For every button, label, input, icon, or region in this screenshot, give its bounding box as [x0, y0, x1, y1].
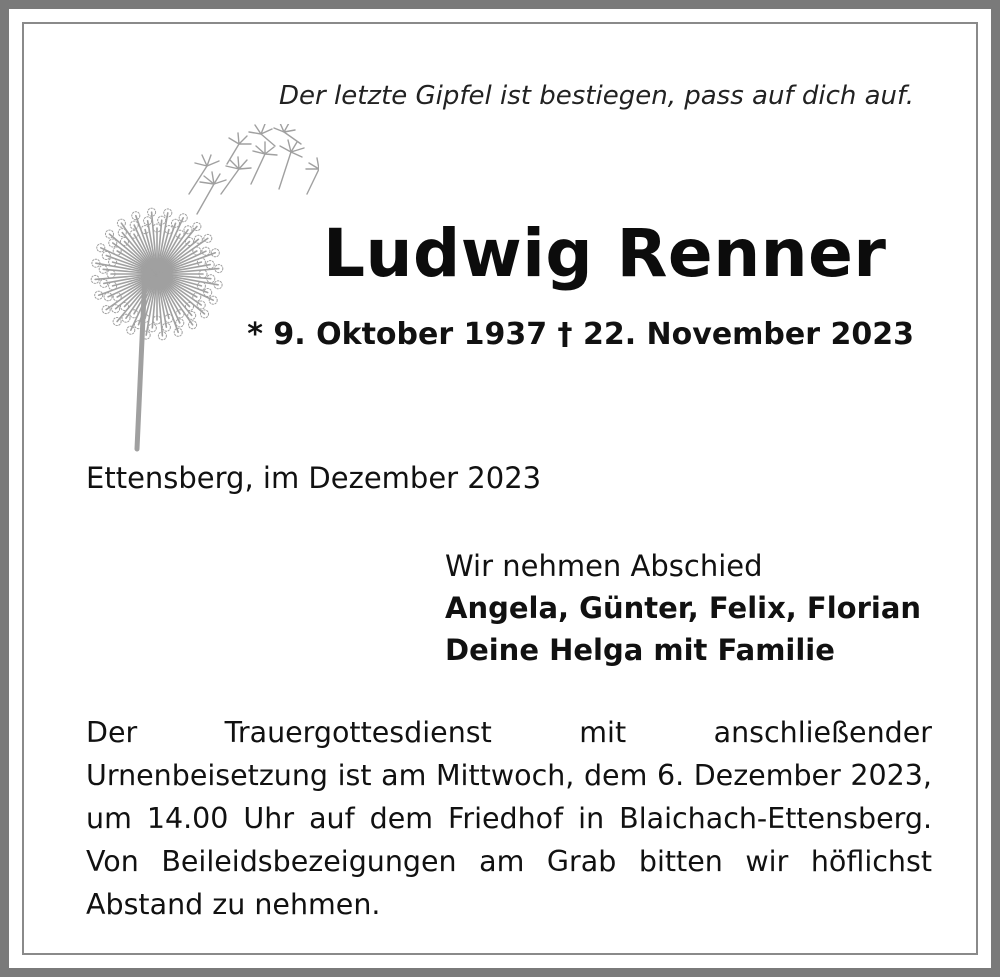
farewell-intro: Wir nehmen Abschied: [445, 549, 763, 583]
deceased-name: Ludwig Renner: [323, 215, 887, 292]
funeral-service-text: Der Trauergottesdienst mit anschließender Urnenbeisetzung ist am Mittwoch, dem 6. Dezember 2023, um 14.00 Uhr auf dem Friedhof in Blaichach-Ettensberg. Von Beileidsbezeigungen am Grab bitten wir höflichst Abstand zu nehmen.: [86, 716, 932, 921]
motto-quote: Der letzte Gipfel ist bestiegen, pass auf dich auf.: [279, 81, 914, 111]
dandelion-icon: [79, 124, 319, 454]
mourners-block: [445, 545, 921, 671]
mourners-line-1: Angela, Günter, Felix, Florian: [445, 591, 922, 625]
mourners-line-2: Deine Helga mit Familie: [445, 633, 835, 667]
place-and-date: Ettensberg, im Dezember 2023: [86, 461, 542, 495]
life-dates: * 9. Oktober 1937 † 22. November 2023: [247, 317, 914, 352]
